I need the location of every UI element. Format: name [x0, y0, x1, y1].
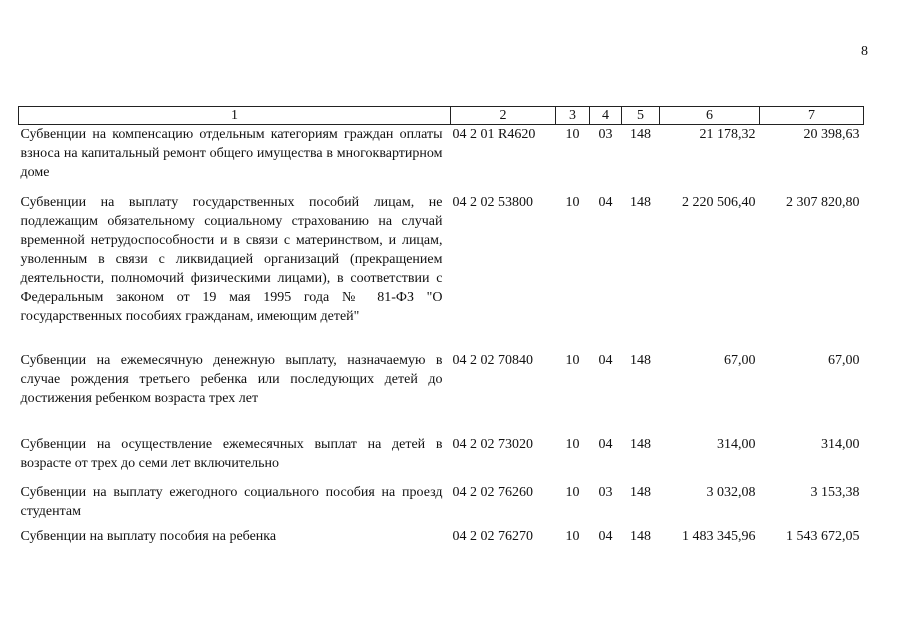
row-value-6: 314,00 [717, 436, 756, 452]
row-subsection: 04 [598, 194, 613, 210]
row-value-6: 1 483 345,96 [682, 528, 756, 544]
row-name: Субвенции на компенсацию отдельным категориям граждан оплаты взноса на капитальный ремонт общего имущества в многоквартирном доме [20, 127, 443, 180]
row-value-6: 3 032,08 [706, 484, 756, 500]
header-row [19, 107, 864, 125]
row-code: 04 2 02 76270 [452, 528, 533, 544]
row-code: 04 2 01 R4620 [452, 127, 536, 142]
row-code: 04 2 02 70840 [452, 352, 533, 368]
row-code: 04 2 02 53800 [452, 194, 533, 210]
row-value-7: 314,00 [821, 436, 860, 452]
row-section: 10 [565, 194, 580, 210]
header-cell: 3 [556, 107, 590, 125]
row-name: Субвенции на выплату государственных пособий лицам, не подлежащим обязательному социальному страхованию на случай временной нетрудоспособности и в связи с материнством, и лицам, уволенным в связи с ликвидацией организаций (прекращением деятельности, полномочий физическими лицами), в соответствии с Федеральным законом от 19 мая 1995 года № 81-ФЗ "О государственных пособиях гражданам, имеющим детей" [20, 194, 443, 324]
row-subsection: 04 [598, 528, 613, 544]
table-row [19, 193, 864, 351]
header-cell: 5 [622, 107, 660, 125]
row-value-7: 67,00 [828, 352, 860, 368]
table-row [19, 527, 864, 551]
row-section: 10 [565, 352, 580, 368]
table-row [19, 351, 864, 435]
header-cell: 2 [451, 107, 556, 125]
table-row [19, 435, 864, 483]
row-name: Субвенции на ежемесячную денежную выплату, назначаемую в случае рождения третьего ребенка или последующих детей до достижения ребенком возраста трех лет [20, 352, 443, 406]
row-type: 148 [630, 484, 651, 500]
row-subsection: 04 [598, 352, 613, 368]
row-section: 10 [565, 127, 580, 142]
row-name: Субвенции на выплату пособия на ребенка [20, 528, 277, 544]
row-subsection: 04 [598, 436, 613, 452]
row-code: 04 2 02 73020 [452, 436, 533, 452]
row-subsection: 03 [598, 484, 613, 500]
row-value-7: 2 307 820,80 [786, 194, 860, 210]
header-cell: 1 [19, 107, 451, 125]
row-value-7: 3 153,38 [810, 484, 860, 500]
row-type: 148 [630, 127, 651, 142]
row-name: Субвенции на выплату ежегодного социального пособия на проезд студентам [20, 484, 443, 519]
row-section: 10 [565, 436, 580, 452]
row-type: 148 [630, 436, 651, 452]
page-number: 8 [861, 44, 868, 59]
row-section: 10 [565, 484, 580, 500]
table-row [19, 125, 864, 193]
row-type: 148 [630, 194, 651, 210]
row-value-6: 67,00 [724, 352, 756, 368]
header-cell: 7 [760, 107, 864, 125]
header-cell: 6 [660, 107, 760, 125]
row-subsection: 03 [598, 127, 613, 142]
row-value-7: 20 398,63 [803, 127, 860, 142]
row-value-6: 2 220 506,40 [682, 194, 756, 210]
row-name: Субвенции на осуществление ежемесячных выплат на детей в возрасте от трех до семи лет включительно [20, 436, 443, 471]
row-section: 10 [565, 528, 580, 544]
row-type: 148 [630, 528, 651, 544]
row-value-6: 21 178,32 [699, 127, 756, 142]
budget-table [18, 106, 864, 551]
row-code: 04 2 02 76260 [452, 484, 533, 500]
row-type: 148 [630, 352, 651, 368]
row-value-7: 1 543 672,05 [786, 528, 860, 544]
table-row [19, 483, 864, 527]
header-cell: 4 [590, 107, 622, 125]
